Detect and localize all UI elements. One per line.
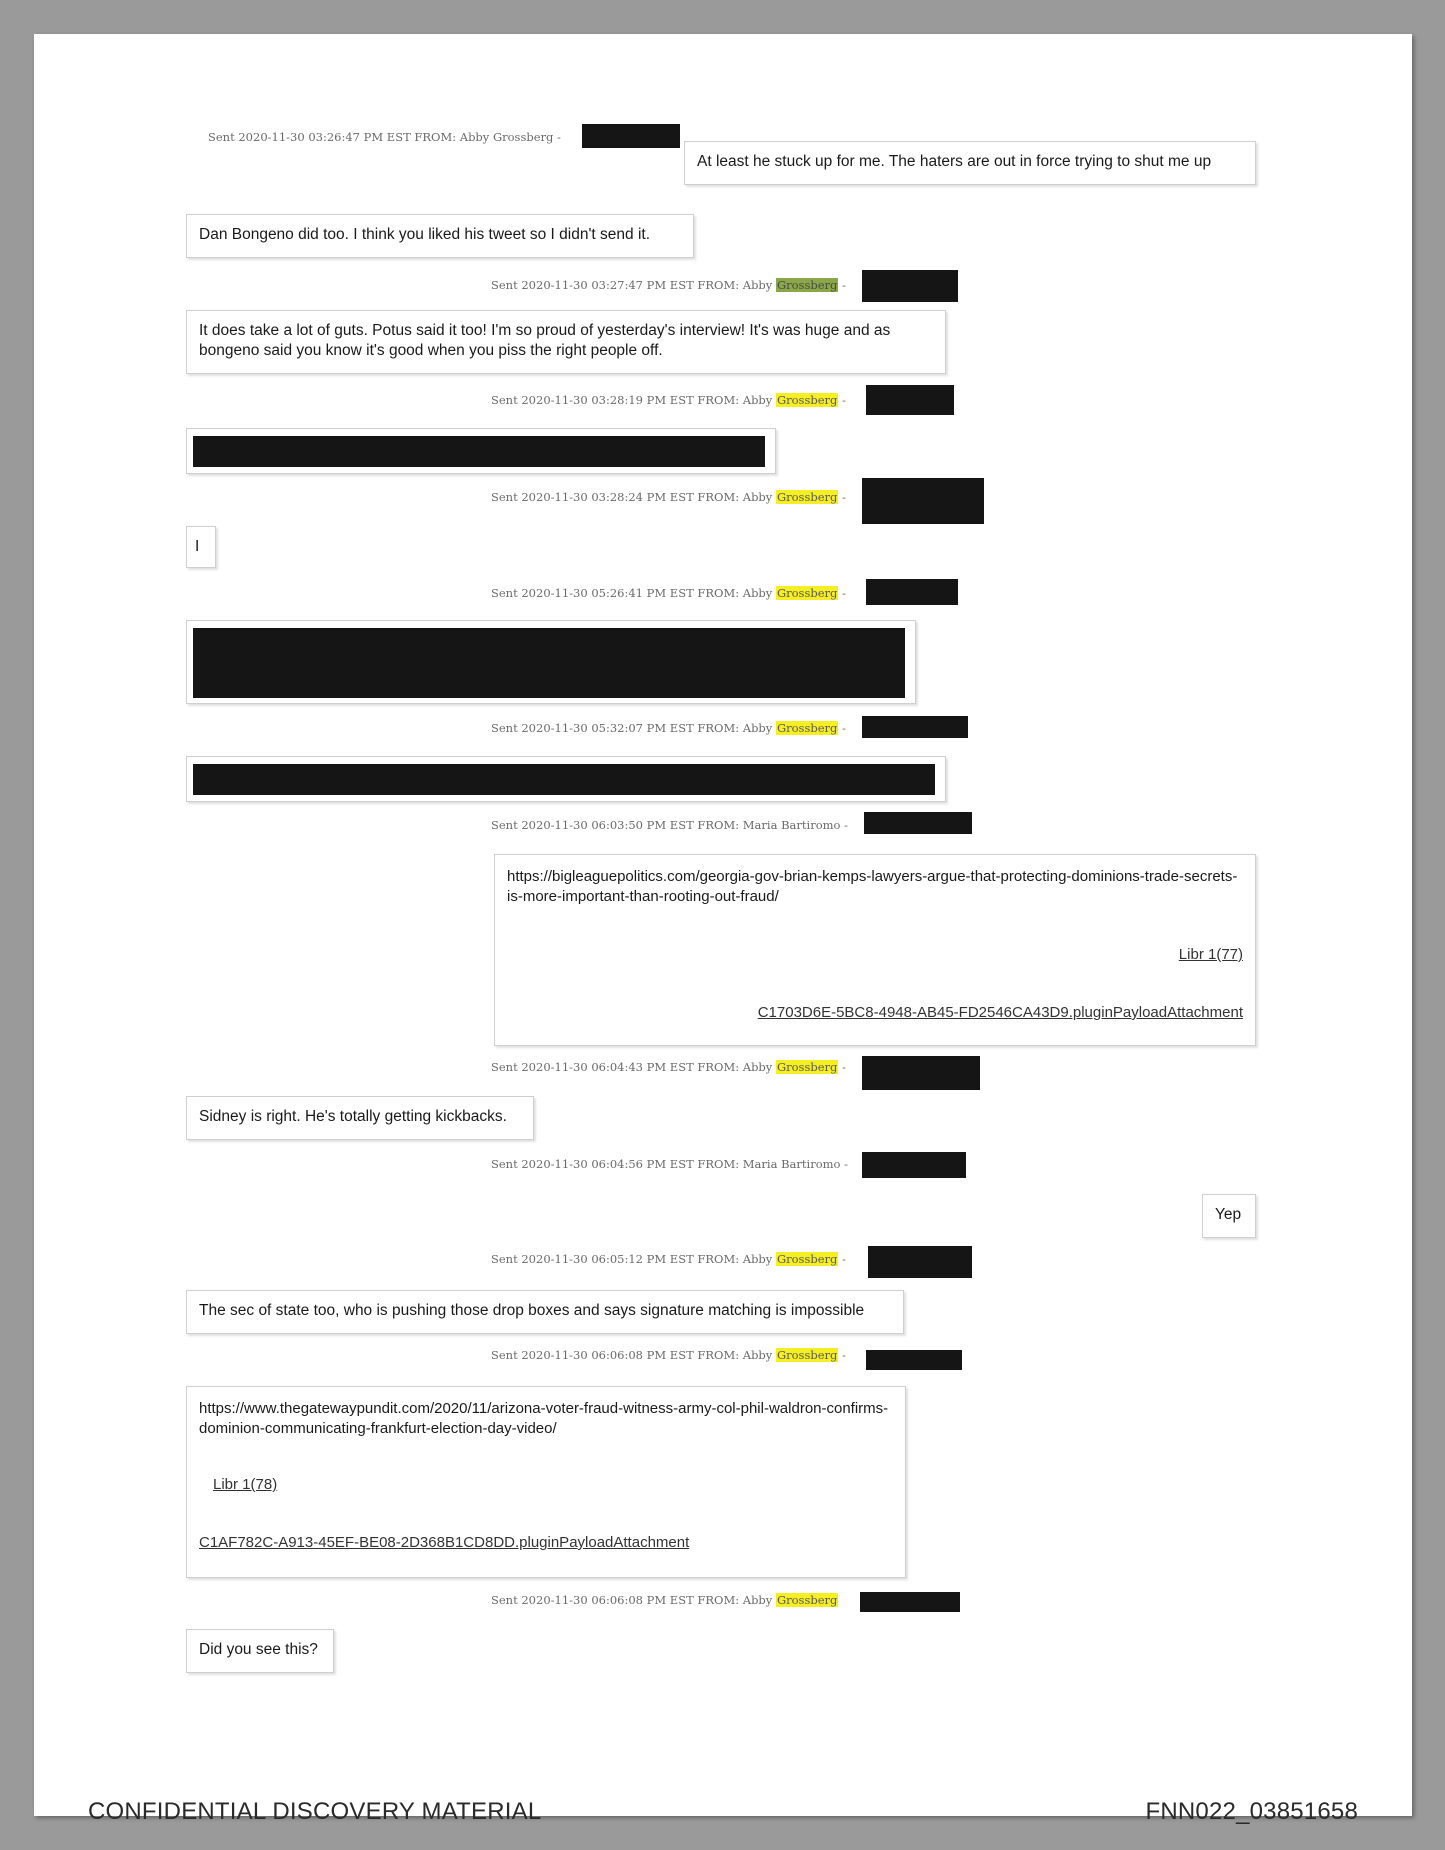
meta-text: Sent 2020-11-30 06:05:12 PM EST FROM: Abby xyxy=(491,1252,773,1266)
attachment-link[interactable]: C1AF782C-A913-45EF-BE08-2D368B1CD8DD.pluginPayloadAttachment xyxy=(199,1534,690,1551)
highlighted-name: Grossberg xyxy=(776,586,838,600)
meta-text: Sent 2020-11-30 03:28:24 PM EST FROM: Abby xyxy=(491,490,773,504)
message-meta: Sent 2020-11-30 05:26:41 PM EST FROM: Abby Grossberg - xyxy=(491,586,846,600)
message-bubble xyxy=(186,1629,334,1673)
highlighted-name: Grossberg xyxy=(776,1060,838,1074)
confidential-footer: CONFIDENTIAL DISCOVERY MATERIAL xyxy=(88,1798,542,1825)
highlighted-name: Grossberg xyxy=(776,1252,838,1266)
meta-text: Sent 2020-11-30 05:26:41 PM EST FROM: Abby xyxy=(491,586,773,600)
document-page xyxy=(34,34,1412,1825)
shared-url[interactable]: https://bigleaguepolitics.com/georgia-gov-brian-kemps-lawyers-argue-that-protecting-dominions-trade-secrets-is-more-important-than-rooting-out-fraud/ xyxy=(507,868,1238,905)
message-meta: Sent 2020-11-30 03:27:47 PM EST FROM: Abby Grossberg - xyxy=(491,278,846,292)
shared-url[interactable]: https://www.thegatewaypundit.com/2020/11/arizona-voter-fraud-witness-army-col-phil-waldron-confirms-dominion-communicating-frankfurt-election-day-video/ xyxy=(199,1400,889,1437)
message-text: Did you see this? xyxy=(199,1641,318,1658)
message-bubble xyxy=(186,526,216,568)
meta-text: Sent 2020-11-30 06:06:08 PM EST FROM: Abby xyxy=(491,1348,773,1362)
message-bubble xyxy=(186,214,694,258)
message-bubble xyxy=(186,756,946,802)
redaction-block xyxy=(862,478,984,524)
library-link[interactable]: Libr 1(78) xyxy=(213,1476,278,1493)
message-text: I xyxy=(195,538,200,555)
redaction-block xyxy=(862,1152,966,1178)
redaction-block xyxy=(866,579,958,605)
bates-number: FNN022_03851658 xyxy=(1145,1798,1358,1825)
message-meta: Sent 2020-11-30 05:32:07 PM EST FROM: Abby Grossberg - xyxy=(491,721,846,735)
redaction-block xyxy=(193,436,765,467)
redaction-block xyxy=(866,385,954,415)
message-text: Yep xyxy=(1215,1206,1242,1223)
library-link[interactable]: Libr 1(77) xyxy=(1178,946,1243,963)
message-meta: Sent 2020-11-30 03:28:24 PM EST FROM: Abby Grossberg - xyxy=(491,490,846,504)
message-bubble xyxy=(186,428,776,474)
message-bubble xyxy=(186,310,946,374)
message-bubble xyxy=(186,1386,906,1578)
highlighted-name: Grossberg xyxy=(776,721,838,735)
message-meta: Sent 2020-11-30 03:28:19 PM EST FROM: Abby Grossberg - xyxy=(491,393,846,407)
message-text: At least he stuck up for me. The haters are out in force trying to shut me up xyxy=(697,153,1212,170)
redaction-block xyxy=(866,1350,962,1370)
message-text: Sidney is right. He's totally getting kickbacks. xyxy=(199,1108,507,1125)
redaction-block xyxy=(862,270,958,302)
message-meta xyxy=(491,1591,838,1609)
redaction-block xyxy=(860,1592,960,1612)
message-meta: Sent 2020-11-30 06:03:50 PM EST FROM: Maria Bartiromo - xyxy=(491,818,848,832)
message-bubble xyxy=(186,620,916,704)
highlighted-name: Grossberg xyxy=(776,490,838,504)
message-meta: Sent 2020-11-30 03:26:47 PM EST FROM: Abby Grossberg - xyxy=(208,130,561,144)
message-bubble xyxy=(494,854,1256,1046)
meta-text: Sent 2020-11-30 06:04:43 PM EST FROM: Abby xyxy=(491,1060,773,1074)
meta-text: Sent 2020-11-30 05:32:07 PM EST FROM: Abby xyxy=(491,721,773,735)
message-bubble xyxy=(186,1290,904,1334)
message-bubble xyxy=(1202,1194,1256,1238)
message-meta: Sent 2020-11-30 06:04:56 PM EST FROM: Maria Bartiromo - xyxy=(491,1157,848,1171)
redaction-block xyxy=(582,124,680,148)
message-bubble xyxy=(186,1096,534,1140)
highlighted-name: Grossberg xyxy=(776,1593,838,1607)
message-text: Dan Bongeno did too. I think you liked his tweet so I didn't send it. xyxy=(199,226,651,243)
highlighted-name: Grossberg xyxy=(776,278,838,292)
meta-text: Sent 2020-11-30 06:06:08 PM EST FROM: Abby xyxy=(491,1593,773,1607)
message-meta: Sent 2020-11-30 06:06:08 PM EST FROM: Abby Grossberg - xyxy=(491,1348,846,1362)
redaction-block xyxy=(193,764,935,795)
highlighted-name: Grossberg xyxy=(776,1348,838,1362)
redaction-block xyxy=(862,716,968,738)
meta-text: Sent 2020-11-30 03:28:19 PM EST FROM: Abby xyxy=(491,393,773,407)
redaction-block xyxy=(864,812,972,834)
message-meta: Sent 2020-11-30 06:05:12 PM EST FROM: Abby Grossberg - xyxy=(491,1252,846,1266)
redaction-block xyxy=(868,1246,972,1278)
highlighted-name: Grossberg xyxy=(776,393,838,407)
message-bubble xyxy=(684,141,1256,185)
attachment-link[interactable]: C1703D6E-5BC8-4948-AB45-FD2546CA43D9.pluginPayloadAttachment xyxy=(757,1004,1243,1021)
message-text: The sec of state too, who is pushing those drop boxes and says signature matching is impossible xyxy=(199,1302,865,1319)
redaction-block xyxy=(193,628,905,698)
message-meta: Sent 2020-11-30 06:04:43 PM EST FROM: Abby Grossberg - xyxy=(491,1060,846,1074)
redaction-block xyxy=(862,1056,980,1090)
meta-text: Sent 2020-11-30 03:27:47 PM EST FROM: Abby xyxy=(491,278,773,292)
message-text: It does take a lot of guts. Potus said it too! I'm so proud of yesterday's interview! It's was huge and as bongeno said you know it's good when you piss the right people off. xyxy=(199,322,891,359)
